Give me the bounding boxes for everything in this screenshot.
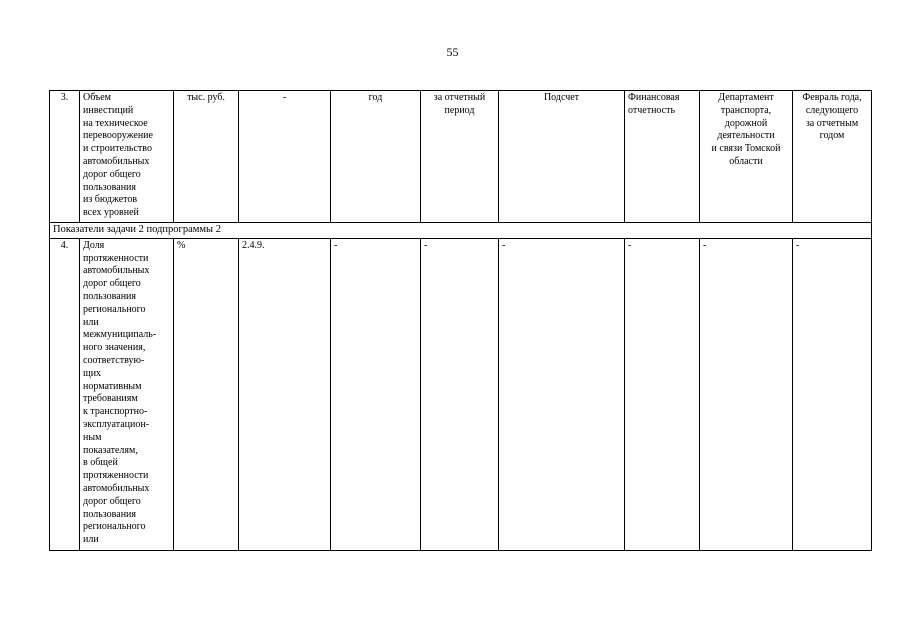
page-number: 55 bbox=[446, 45, 459, 59]
code-cell: 2.4.9. bbox=[239, 238, 331, 550]
section-row bbox=[50, 223, 872, 239]
method-cell: Подсчет bbox=[499, 91, 625, 223]
moment-cell: - bbox=[421, 238, 499, 550]
moment-cell: за отчетный период bbox=[421, 91, 499, 223]
responsible-cell: - bbox=[700, 238, 793, 550]
code-cell: - bbox=[239, 91, 331, 223]
method-cell: - bbox=[499, 238, 625, 550]
row-number-cell: 3. bbox=[50, 91, 80, 223]
deadline-cell: - bbox=[793, 238, 872, 550]
table-row bbox=[50, 91, 872, 223]
source-cell: Финансовая отчетность bbox=[625, 91, 700, 223]
period-cell: - bbox=[331, 238, 421, 550]
indicator-name-cell: Доля протяженности автомобильных дорог общего пользования регионального или межмуниципаль- ного значения, соответствую- щих нормативным требованиям к транспортно- эксплуатацион- ным показателям, в общей протяженности автомобильных дорог общего пользования регионального или bbox=[80, 238, 174, 550]
source-cell: - bbox=[625, 238, 700, 550]
table-row bbox=[50, 238, 872, 550]
responsible-cell: Департамент транспорта, дорожной деятельности и связи Томской области bbox=[700, 91, 793, 223]
indicator-name-cell: Объем инвестиций на техническое перевооружение и строительство автомобильных дорог общего пользования из бюджетов всех уровней bbox=[80, 91, 174, 223]
indicators-table bbox=[49, 90, 872, 551]
deadline-cell: Февраль года, следующего за отчетным годом bbox=[793, 91, 872, 223]
period-cell: год bbox=[331, 91, 421, 223]
unit-cell: тыс. руб. bbox=[174, 91, 239, 223]
unit-cell: % bbox=[174, 238, 239, 550]
section-title: Показатели задачи 2 подпрограммы 2 bbox=[50, 223, 872, 239]
row-number-cell: 4. bbox=[50, 238, 80, 550]
